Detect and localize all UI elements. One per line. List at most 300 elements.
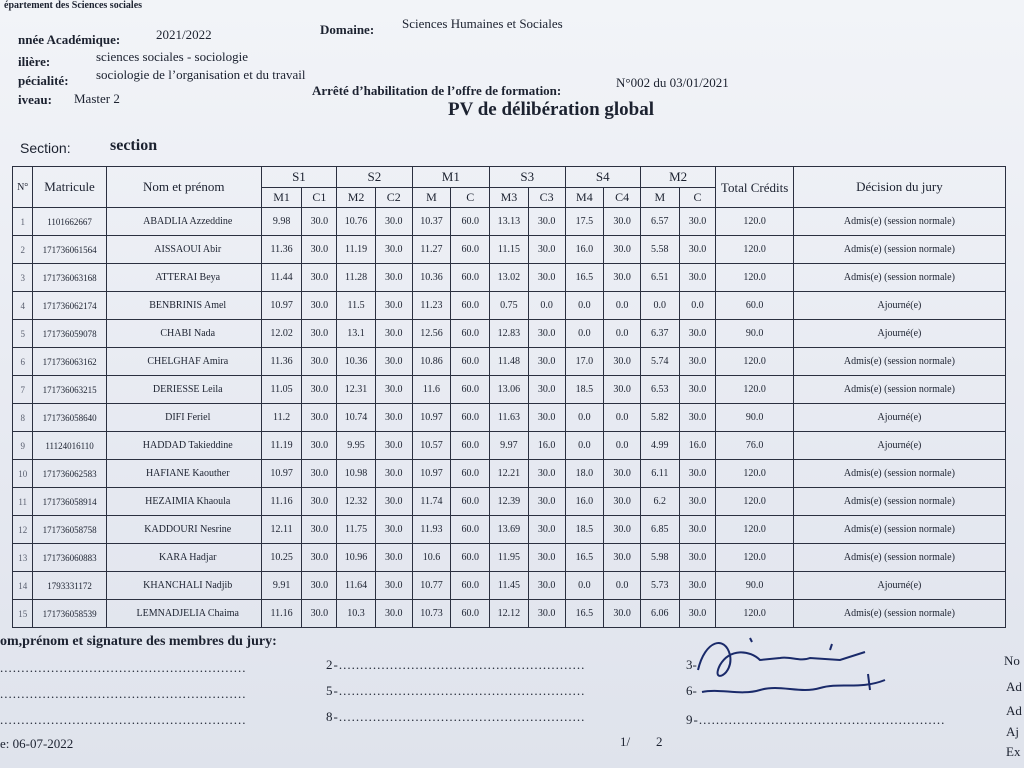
grade-cell: 60.0 (451, 432, 490, 460)
grade-cell: 5.82 (640, 404, 679, 432)
grade-cell: 0.0 (604, 404, 641, 432)
grade-cell: 30.0 (679, 320, 716, 348)
grade-cell: 6.57 (640, 208, 679, 236)
grade-cell: 30.0 (528, 600, 565, 628)
grade-cell: 18.5 (565, 376, 604, 404)
grade-cell: 60.0 (451, 320, 490, 348)
annee-label: nnée Académique: (18, 32, 121, 47)
grade-cell: 11.45 (490, 572, 529, 600)
total-credits-cell: 120.0 (716, 208, 793, 236)
grade-cell: 30.0 (528, 488, 565, 516)
matricule-cell: 171736063215 (33, 376, 106, 404)
grade-cell: 10.36 (337, 348, 376, 376)
grade-cell: 60.0 (451, 516, 490, 544)
student-name-cell: ATTERAI Beya (106, 264, 261, 292)
total-credits-cell: 120.0 (716, 544, 793, 572)
page-current: 1/ (620, 734, 631, 749)
grade-cell: 11.05 (261, 376, 302, 404)
row-number: 14 (13, 572, 33, 600)
grade-cell: 12.02 (261, 320, 302, 348)
grade-cell: 30.0 (375, 572, 412, 600)
jury-line-8: 8-.......................................................... (326, 709, 586, 724)
row-number: 5 (13, 320, 33, 348)
grade-cell: 12.83 (490, 320, 529, 348)
subheader-m1: M1 (261, 188, 302, 208)
total-credits-cell: 90.0 (716, 572, 793, 600)
student-name-cell: ABADLIA Azzeddine (106, 208, 261, 236)
row-number: 12 (13, 516, 33, 544)
student-name-cell: AISSAOUI Abir (106, 236, 261, 264)
grade-cell: 11.2 (261, 404, 302, 432)
row-number: 11 (13, 488, 33, 516)
grade-cell: 30.0 (302, 376, 337, 404)
decision-cell: Ajourné(e) (793, 572, 1005, 600)
row-number: 4 (13, 292, 33, 320)
grade-cell: 60.0 (451, 404, 490, 432)
grade-cell: 10.77 (412, 572, 451, 600)
grade-cell: 30.0 (528, 264, 565, 292)
grade-cell: 30.0 (528, 348, 565, 376)
matricule-cell: 171736058640 (33, 404, 106, 432)
header-decision: Décision du jury (793, 167, 1005, 208)
grade-cell: 30.0 (604, 208, 641, 236)
legend-line-2: Ad (1006, 679, 1022, 694)
header-s2: S2 (337, 167, 412, 188)
grade-cell: 30.0 (604, 488, 641, 516)
grade-cell: 10.97 (261, 460, 302, 488)
grade-cell: 11.28 (337, 264, 376, 292)
specialite-value: sociologie de l’organisation et du travail (96, 67, 306, 82)
grade-cell: 30.0 (375, 600, 412, 628)
subheader-m-2: M (640, 188, 679, 208)
department-name: épartement des Sciences sociales (4, 0, 143, 11)
grade-cell: 30.0 (604, 376, 641, 404)
decision-cell: Admis(e) (session normale) (793, 544, 1005, 572)
grade-cell: 30.0 (375, 264, 412, 292)
matricule-cell: 171736058758 (33, 516, 106, 544)
grade-cell: 30.0 (679, 460, 716, 488)
grade-cell: 11.5 (337, 292, 376, 320)
grade-cell: 30.0 (302, 516, 337, 544)
grade-cell: 16.5 (565, 544, 604, 572)
grade-cell: 30.0 (528, 208, 565, 236)
row-number: 7 (13, 376, 33, 404)
grade-cell: 16.0 (528, 432, 565, 460)
jury-line-6: 6- (686, 683, 697, 698)
grade-cell: 11.23 (412, 292, 451, 320)
header-total: Total Crédits (716, 167, 793, 208)
grade-cell: 10.6 (412, 544, 451, 572)
matricule-cell: 171736062583 (33, 460, 106, 488)
grade-cell: 10.73 (412, 600, 451, 628)
grade-cell: 10.3 (337, 600, 376, 628)
grade-cell: 16.0 (565, 488, 604, 516)
annee-value: 2021/2022 (156, 27, 212, 42)
grade-cell: 10.25 (261, 544, 302, 572)
total-credits-cell: 120.0 (716, 264, 793, 292)
grade-cell: 30.0 (375, 376, 412, 404)
matricule-cell: 171736063168 (33, 264, 106, 292)
decision-cell: Ajourné(e) (793, 292, 1005, 320)
total-credits-cell: 90.0 (716, 320, 793, 348)
grade-cell: 11.15 (490, 236, 529, 264)
decision-cell: Ajourné(e) (793, 404, 1005, 432)
grade-cell: 30.0 (528, 376, 565, 404)
grade-cell: 10.36 (412, 264, 451, 292)
matricule-cell: 171736058539 (33, 600, 106, 628)
table-row (13, 544, 1006, 572)
legend-line-4: Aj (1006, 724, 1019, 739)
grade-cell: 30.0 (302, 460, 337, 488)
grade-cell: 30.0 (302, 544, 337, 572)
subheader-m2: M2 (337, 188, 376, 208)
domaine-value: Sciences Humaines et Sociales (402, 16, 563, 31)
grade-cell: 60.0 (451, 460, 490, 488)
student-name-cell: KHANCHALI Nadjib (106, 572, 261, 600)
grade-cell: 5.58 (640, 236, 679, 264)
grade-cell: 60.0 (451, 488, 490, 516)
grade-cell: 60.0 (451, 236, 490, 264)
grade-cell: 10.74 (337, 404, 376, 432)
niveau-label: iveau: (18, 92, 52, 107)
matricule-cell: 171736061564 (33, 236, 106, 264)
student-name-cell: CHELGHAF Amira (106, 348, 261, 376)
grade-cell: 10.96 (337, 544, 376, 572)
table-row (13, 600, 1006, 628)
row-number: 8 (13, 404, 33, 432)
table-row (13, 264, 1006, 292)
grade-cell: 10.86 (412, 348, 451, 376)
deliberation-table (12, 166, 1006, 628)
grade-cell: 30.0 (679, 404, 716, 432)
grade-cell: 10.37 (412, 208, 451, 236)
grade-cell: 30.0 (375, 320, 412, 348)
grade-cell: 16.5 (565, 600, 604, 628)
table-row (13, 572, 1006, 600)
grade-cell: 5.98 (640, 544, 679, 572)
jury-line-2: 2-.......................................................... (326, 657, 586, 672)
matricule-cell: 171736062174 (33, 292, 106, 320)
student-name-cell: CHABI Nada (106, 320, 261, 348)
grade-cell: 0.0 (604, 572, 641, 600)
student-name-cell: KARA Hadjar (106, 544, 261, 572)
grade-cell: 30.0 (679, 264, 716, 292)
row-number: 10 (13, 460, 33, 488)
grade-cell: 16.5 (565, 264, 604, 292)
subheader-m4: M4 (565, 188, 604, 208)
grade-cell: 5.73 (640, 572, 679, 600)
table-row (13, 320, 1006, 348)
grade-cell: 12.39 (490, 488, 529, 516)
table-row (13, 460, 1006, 488)
student-name-cell: DERIESSE Leila (106, 376, 261, 404)
domaine-label: Domaine: (320, 22, 375, 37)
grade-cell: 11.27 (412, 236, 451, 264)
grade-cell: 30.0 (375, 292, 412, 320)
grade-cell: 30.0 (375, 516, 412, 544)
grade-cell: 11.36 (261, 348, 302, 376)
grade-cell: 16.0 (679, 432, 716, 460)
student-name-cell: HADDAD Takieddine (106, 432, 261, 460)
grade-cell: 30.0 (604, 516, 641, 544)
jury-line-3: 3- (686, 657, 697, 672)
total-credits-cell: 120.0 (716, 516, 793, 544)
grade-cell: 0.0 (565, 292, 604, 320)
total-credits-cell: 90.0 (716, 404, 793, 432)
jury-title: om,prénom et signature des membres du jury: (0, 634, 277, 649)
grade-cell: 6.51 (640, 264, 679, 292)
decision-cell: Admis(e) (session normale) (793, 236, 1005, 264)
grade-cell: 6.85 (640, 516, 679, 544)
grade-cell: 9.98 (261, 208, 302, 236)
grade-cell: 60.0 (451, 264, 490, 292)
matricule-cell: 171736059078 (33, 320, 106, 348)
table-row (13, 432, 1006, 460)
jury-line-7: .......................................................... (0, 712, 247, 727)
grade-cell: 30.0 (528, 544, 565, 572)
subheader-c4: C4 (604, 188, 641, 208)
grade-cell: 13.69 (490, 516, 529, 544)
grade-cell: 30.0 (302, 600, 337, 628)
grade-cell: 11.6 (412, 376, 451, 404)
grade-cell: 30.0 (604, 460, 641, 488)
grade-cell: 30.0 (375, 348, 412, 376)
grade-cell: 30.0 (375, 488, 412, 516)
grade-cell: 12.21 (490, 460, 529, 488)
grade-cell: 30.0 (302, 488, 337, 516)
filiere-label: ilière: (18, 54, 51, 69)
niveau-value: Master 2 (74, 91, 120, 106)
header-s1: S1 (261, 167, 336, 188)
grade-cell: 10.98 (337, 460, 376, 488)
jury-line-5: 5-.......................................................... (326, 683, 586, 698)
table-row (13, 516, 1006, 544)
student-name-cell: HEZAIMIA Khaoula (106, 488, 261, 516)
header-m2: M2 (640, 167, 715, 188)
grade-cell: 11.16 (261, 488, 302, 516)
jury-line-1: .......................................................... (0, 660, 247, 675)
specialite-label: pécialité: (18, 73, 69, 88)
grade-cell: 13.02 (490, 264, 529, 292)
grade-cell: 6.37 (640, 320, 679, 348)
jury-line-4: .......................................................... (0, 686, 247, 701)
grade-cell: 11.93 (412, 516, 451, 544)
header-nom: Nom et prénom (106, 167, 261, 208)
grade-cell: 30.0 (302, 208, 337, 236)
grade-cell: 11.36 (261, 236, 302, 264)
legend-line-3: Ad (1006, 703, 1022, 718)
grade-cell: 30.0 (604, 348, 641, 376)
grade-cell: 30.0 (302, 236, 337, 264)
grade-cell: 16.0 (565, 236, 604, 264)
grade-cell: 30.0 (528, 236, 565, 264)
matricule-cell: 1101662667 (33, 208, 106, 236)
decision-cell: Admis(e) (session normale) (793, 348, 1005, 376)
grade-cell: 30.0 (528, 516, 565, 544)
total-credits-cell: 60.0 (716, 292, 793, 320)
grade-cell: 60.0 (451, 208, 490, 236)
grade-cell: 4.99 (640, 432, 679, 460)
arrete-label: Arrêté d’habilitation de l’offre de formation: (312, 83, 562, 98)
grade-cell: 30.0 (528, 460, 565, 488)
grade-cell: 13.1 (337, 320, 376, 348)
grade-cell: 60.0 (451, 600, 490, 628)
legend-line-5: Ex (1006, 744, 1021, 759)
grade-cell: 17.0 (565, 348, 604, 376)
grade-cell: 18.0 (565, 460, 604, 488)
grade-cell: 30.0 (375, 404, 412, 432)
grade-cell: 0.0 (604, 320, 641, 348)
row-number: 9 (13, 432, 33, 460)
grade-cell: 60.0 (451, 292, 490, 320)
grade-cell: 10.97 (412, 404, 451, 432)
decision-cell: Admis(e) (session normale) (793, 460, 1005, 488)
grade-cell: 0.0 (565, 404, 604, 432)
grade-cell: 11.95 (490, 544, 529, 572)
total-credits-cell: 120.0 (716, 376, 793, 404)
grade-cell: 12.11 (261, 516, 302, 544)
grade-cell: 30.0 (604, 236, 641, 264)
grade-cell: 30.0 (302, 292, 337, 320)
grade-cell: 11.19 (337, 236, 376, 264)
grade-cell: 6.11 (640, 460, 679, 488)
grade-cell: 30.0 (375, 544, 412, 572)
table-row (13, 236, 1006, 264)
subheader-m: M (412, 188, 451, 208)
grade-cell: 30.0 (679, 208, 716, 236)
matricule-cell: 171736063162 (33, 348, 106, 376)
matricule-cell: 171736060883 (33, 544, 106, 572)
student-name-cell: BENBRINIS Amel (106, 292, 261, 320)
grade-cell: 30.0 (604, 264, 641, 292)
table-row (13, 404, 1006, 432)
grade-cell: 0.0 (565, 432, 604, 460)
grade-cell: 0.0 (528, 292, 565, 320)
grade-cell: 6.2 (640, 488, 679, 516)
grade-cell: 11.16 (261, 600, 302, 628)
grade-cell: 10.57 (412, 432, 451, 460)
grade-cell: 30.0 (375, 236, 412, 264)
grade-cell: 11.19 (261, 432, 302, 460)
matricule-cell: 1793331172 (33, 572, 106, 600)
grade-cell: 30.0 (679, 236, 716, 264)
grade-cell: 30.0 (302, 348, 337, 376)
total-credits-cell: 120.0 (716, 236, 793, 264)
grade-cell: 10.97 (261, 292, 302, 320)
student-name-cell: HAFIANE Kaouther (106, 460, 261, 488)
student-name-cell: KADDOURI Nesrine (106, 516, 261, 544)
grade-cell: 30.0 (528, 572, 565, 600)
deliberation-date: e: 06-07-2022 (0, 736, 74, 751)
grade-cell: 5.74 (640, 348, 679, 376)
grade-cell: 30.0 (679, 376, 716, 404)
row-number: 2 (13, 236, 33, 264)
header-num: N° (13, 167, 33, 208)
grade-cell: 12.56 (412, 320, 451, 348)
grade-cell: 9.91 (261, 572, 302, 600)
grade-cell: 30.0 (604, 544, 641, 572)
decision-cell: Admis(e) (session normale) (793, 516, 1005, 544)
grade-cell: 0.75 (490, 292, 529, 320)
grade-cell: 11.63 (490, 404, 529, 432)
matricule-cell: 171736058914 (33, 488, 106, 516)
jury-line-9: 9-.......................................................... (686, 712, 946, 727)
grade-cell: 30.0 (302, 264, 337, 292)
matricule-cell: 11124016110 (33, 432, 106, 460)
grade-cell: 60.0 (451, 572, 490, 600)
grade-cell: 6.06 (640, 600, 679, 628)
student-name-cell: LEMNADJELIA Chaima (106, 600, 261, 628)
section-label: Section: (20, 140, 71, 156)
header-s3: S3 (490, 167, 565, 188)
total-credits-cell: 120.0 (716, 460, 793, 488)
grade-cell: 0.0 (679, 292, 716, 320)
grade-cell: 11.44 (261, 264, 302, 292)
grade-cell: 9.97 (490, 432, 529, 460)
total-credits-cell: 120.0 (716, 488, 793, 516)
grade-cell: 11.74 (412, 488, 451, 516)
grade-cell: 30.0 (679, 600, 716, 628)
grade-cell: 11.48 (490, 348, 529, 376)
grade-cell: 30.0 (679, 488, 716, 516)
subheader-c: C (451, 188, 490, 208)
decision-cell: Admis(e) (session normale) (793, 600, 1005, 628)
table-row (13, 292, 1006, 320)
table-row (13, 488, 1006, 516)
grade-cell: 12.31 (337, 376, 376, 404)
grade-cell: 30.0 (302, 404, 337, 432)
grade-cell: 30.0 (375, 208, 412, 236)
filiere-value: sciences sociales - sociologie (96, 49, 248, 64)
table-row (13, 208, 1006, 236)
subheader-c3: C3 (528, 188, 565, 208)
grade-cell: 0.0 (604, 292, 641, 320)
decision-cell: Ajourné(e) (793, 320, 1005, 348)
header-s4: S4 (565, 167, 640, 188)
grade-cell: 30.0 (679, 572, 716, 600)
decision-cell: Ajourné(e) (793, 432, 1005, 460)
grade-cell: 12.32 (337, 488, 376, 516)
grade-cell: 6.53 (640, 376, 679, 404)
grade-cell: 30.0 (604, 600, 641, 628)
grade-cell: 17.5 (565, 208, 604, 236)
subheader-c1: C1 (302, 188, 337, 208)
grade-cell: 30.0 (679, 544, 716, 572)
grade-cell: 10.97 (412, 460, 451, 488)
grade-cell: 30.0 (528, 320, 565, 348)
row-number: 13 (13, 544, 33, 572)
grade-cell: 11.64 (337, 572, 376, 600)
decision-cell: Admis(e) (session normale) (793, 488, 1005, 516)
grade-cell: 13.06 (490, 376, 529, 404)
grade-cell: 12.12 (490, 600, 529, 628)
student-name-cell: DIFI Feriel (106, 404, 261, 432)
grade-cell: 30.0 (375, 460, 412, 488)
decision-cell: Admis(e) (session normale) (793, 376, 1005, 404)
grade-cell: 18.5 (565, 516, 604, 544)
grade-cell: 10.76 (337, 208, 376, 236)
grade-cell: 9.95 (337, 432, 376, 460)
grade-cell: 60.0 (451, 348, 490, 376)
grade-cell: 11.75 (337, 516, 376, 544)
grade-cell: 30.0 (302, 320, 337, 348)
page-total: 2 (656, 734, 663, 749)
grade-cell: 0.0 (565, 572, 604, 600)
grade-cell: 0.0 (604, 432, 641, 460)
grade-cell: 60.0 (451, 544, 490, 572)
table-body (13, 208, 1006, 628)
grade-cell: 0.0 (640, 292, 679, 320)
